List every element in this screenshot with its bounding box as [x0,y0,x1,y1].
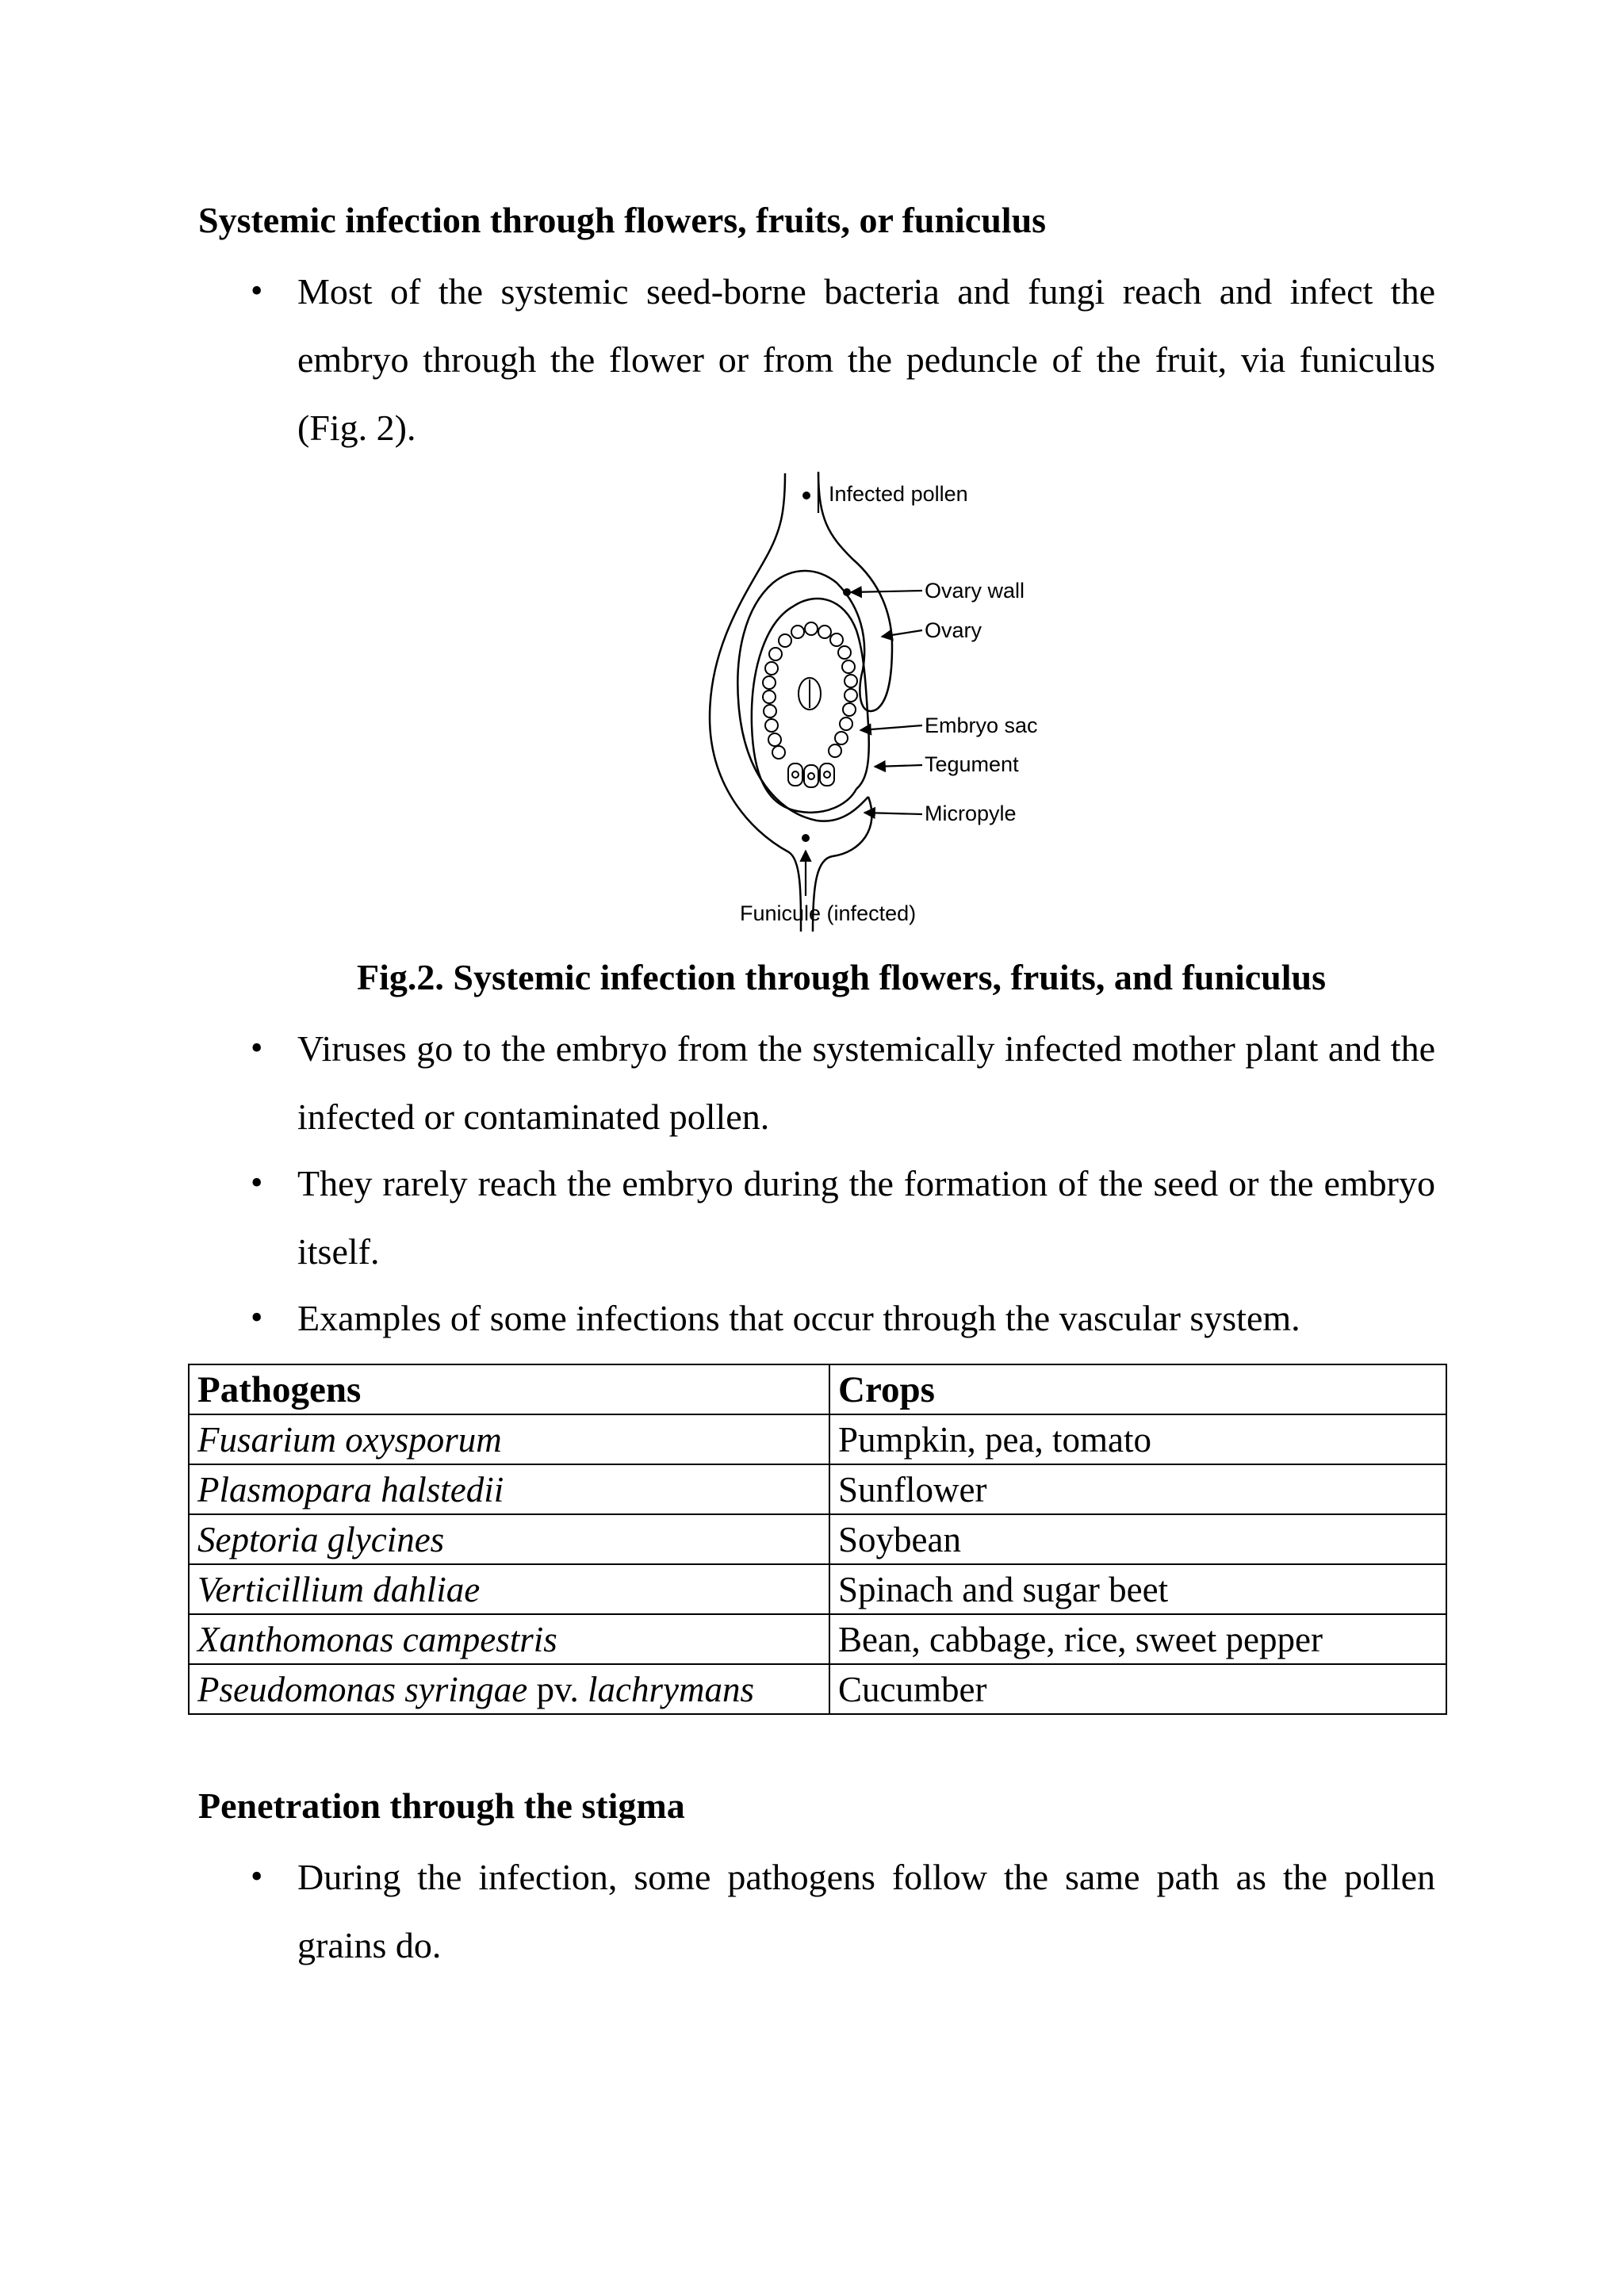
pathogen-cell: Plasmopara halstedii [189,1464,829,1514]
bullet-item [198,1843,1435,1980]
label-ovary-wall: Ovary wall [925,579,1025,603]
pathogen-cell: Xanthomonas campestris [189,1614,829,1664]
header-crops: Crops [829,1364,1446,1414]
table-row [189,1664,1446,1714]
pathogen-cell: Septoria glycines [189,1514,829,1564]
bullet-text: They rarely reach the embryo during the formation of the seed or the embryo itself. [297,1163,1435,1272]
pathovar-abbrev: pv. [527,1669,588,1709]
label-arrows [806,473,922,896]
label-infected-pollen: Infected pollen [829,482,968,506]
crops-cell: Spinach and sugar beet [829,1564,1446,1614]
bullet-item [198,1150,1435,1286]
crops-cell: Bean, cabbage, rice, sweet pepper [829,1614,1446,1664]
bullet-item [198,258,1435,462]
label-ovary: Ovary [925,618,982,642]
table-row [189,1614,1446,1664]
crops-cell: Sunflower [829,1464,1446,1514]
pathogen-cell [189,1664,829,1714]
pathogen-cell: Verticillium dahliae [189,1564,829,1614]
egg-apparatus [788,763,834,787]
figure-caption: Fig.2. Systemic infection through flowers, fruits, and funiculus [357,957,1327,997]
crops-cell: Pumpkin, pea, tomato [829,1414,1446,1464]
bullet-item [198,1284,1435,1353]
section-heading-penetration-stigma: Penetration through the stigma [198,1785,685,1826]
bullet-dot: • [251,1298,263,1337]
header-pathogens: Pathogens [189,1364,829,1414]
ovary-diagram [698,456,1063,932]
section-heading-systemic-infection: Systemic infection through flowers, fruits, or funiculus [198,200,1047,240]
crops-cell: Cucumber [829,1664,1446,1714]
embryo-nucleus [799,678,821,710]
crops-cell: Soybean [829,1514,1446,1564]
bullet-text: Examples of some infections that occur through the vascular system. [297,1298,1300,1338]
label-embryo-sac: Embryo sac [925,714,1038,737]
pathogen-crop-table [188,1364,1447,1715]
bullet-dot: • [251,1163,263,1202]
table-row [189,1464,1446,1514]
bullet-item [198,1015,1435,1151]
bullet-dot: • [251,1028,263,1067]
label-tegument: Tegument [925,752,1019,776]
bullet-dot: • [251,1857,263,1896]
pathogen-species: Pseudomonas syringae [197,1669,528,1709]
ovary-outline [710,472,892,932]
pathovar-name: lachrymans [588,1669,755,1709]
label-funicule: Funicule (infected) [740,901,917,925]
table-row [189,1514,1446,1564]
bullet-text: Viruses go to the embryo from the systemically infected mother plant and the infected or contaminated pollen. [297,1028,1435,1137]
table-row [189,1414,1446,1464]
table-header-row [189,1364,1446,1414]
bullet-dot: • [251,271,263,310]
pathogen-cell: Fusarium oxysporum [189,1414,829,1464]
label-micropyle: Micropyle [925,802,1017,825]
bullet-text: Most of the systemic seed-borne bacteria and fungi reach and infect the embryo through the flower or from the peduncle of the fruit, via funiculus (Fig. 2). [297,271,1435,448]
bullet-text: During the infection, some pathogens follow the same path as the pollen grains do. [297,1857,1435,1965]
table-row [189,1564,1446,1614]
